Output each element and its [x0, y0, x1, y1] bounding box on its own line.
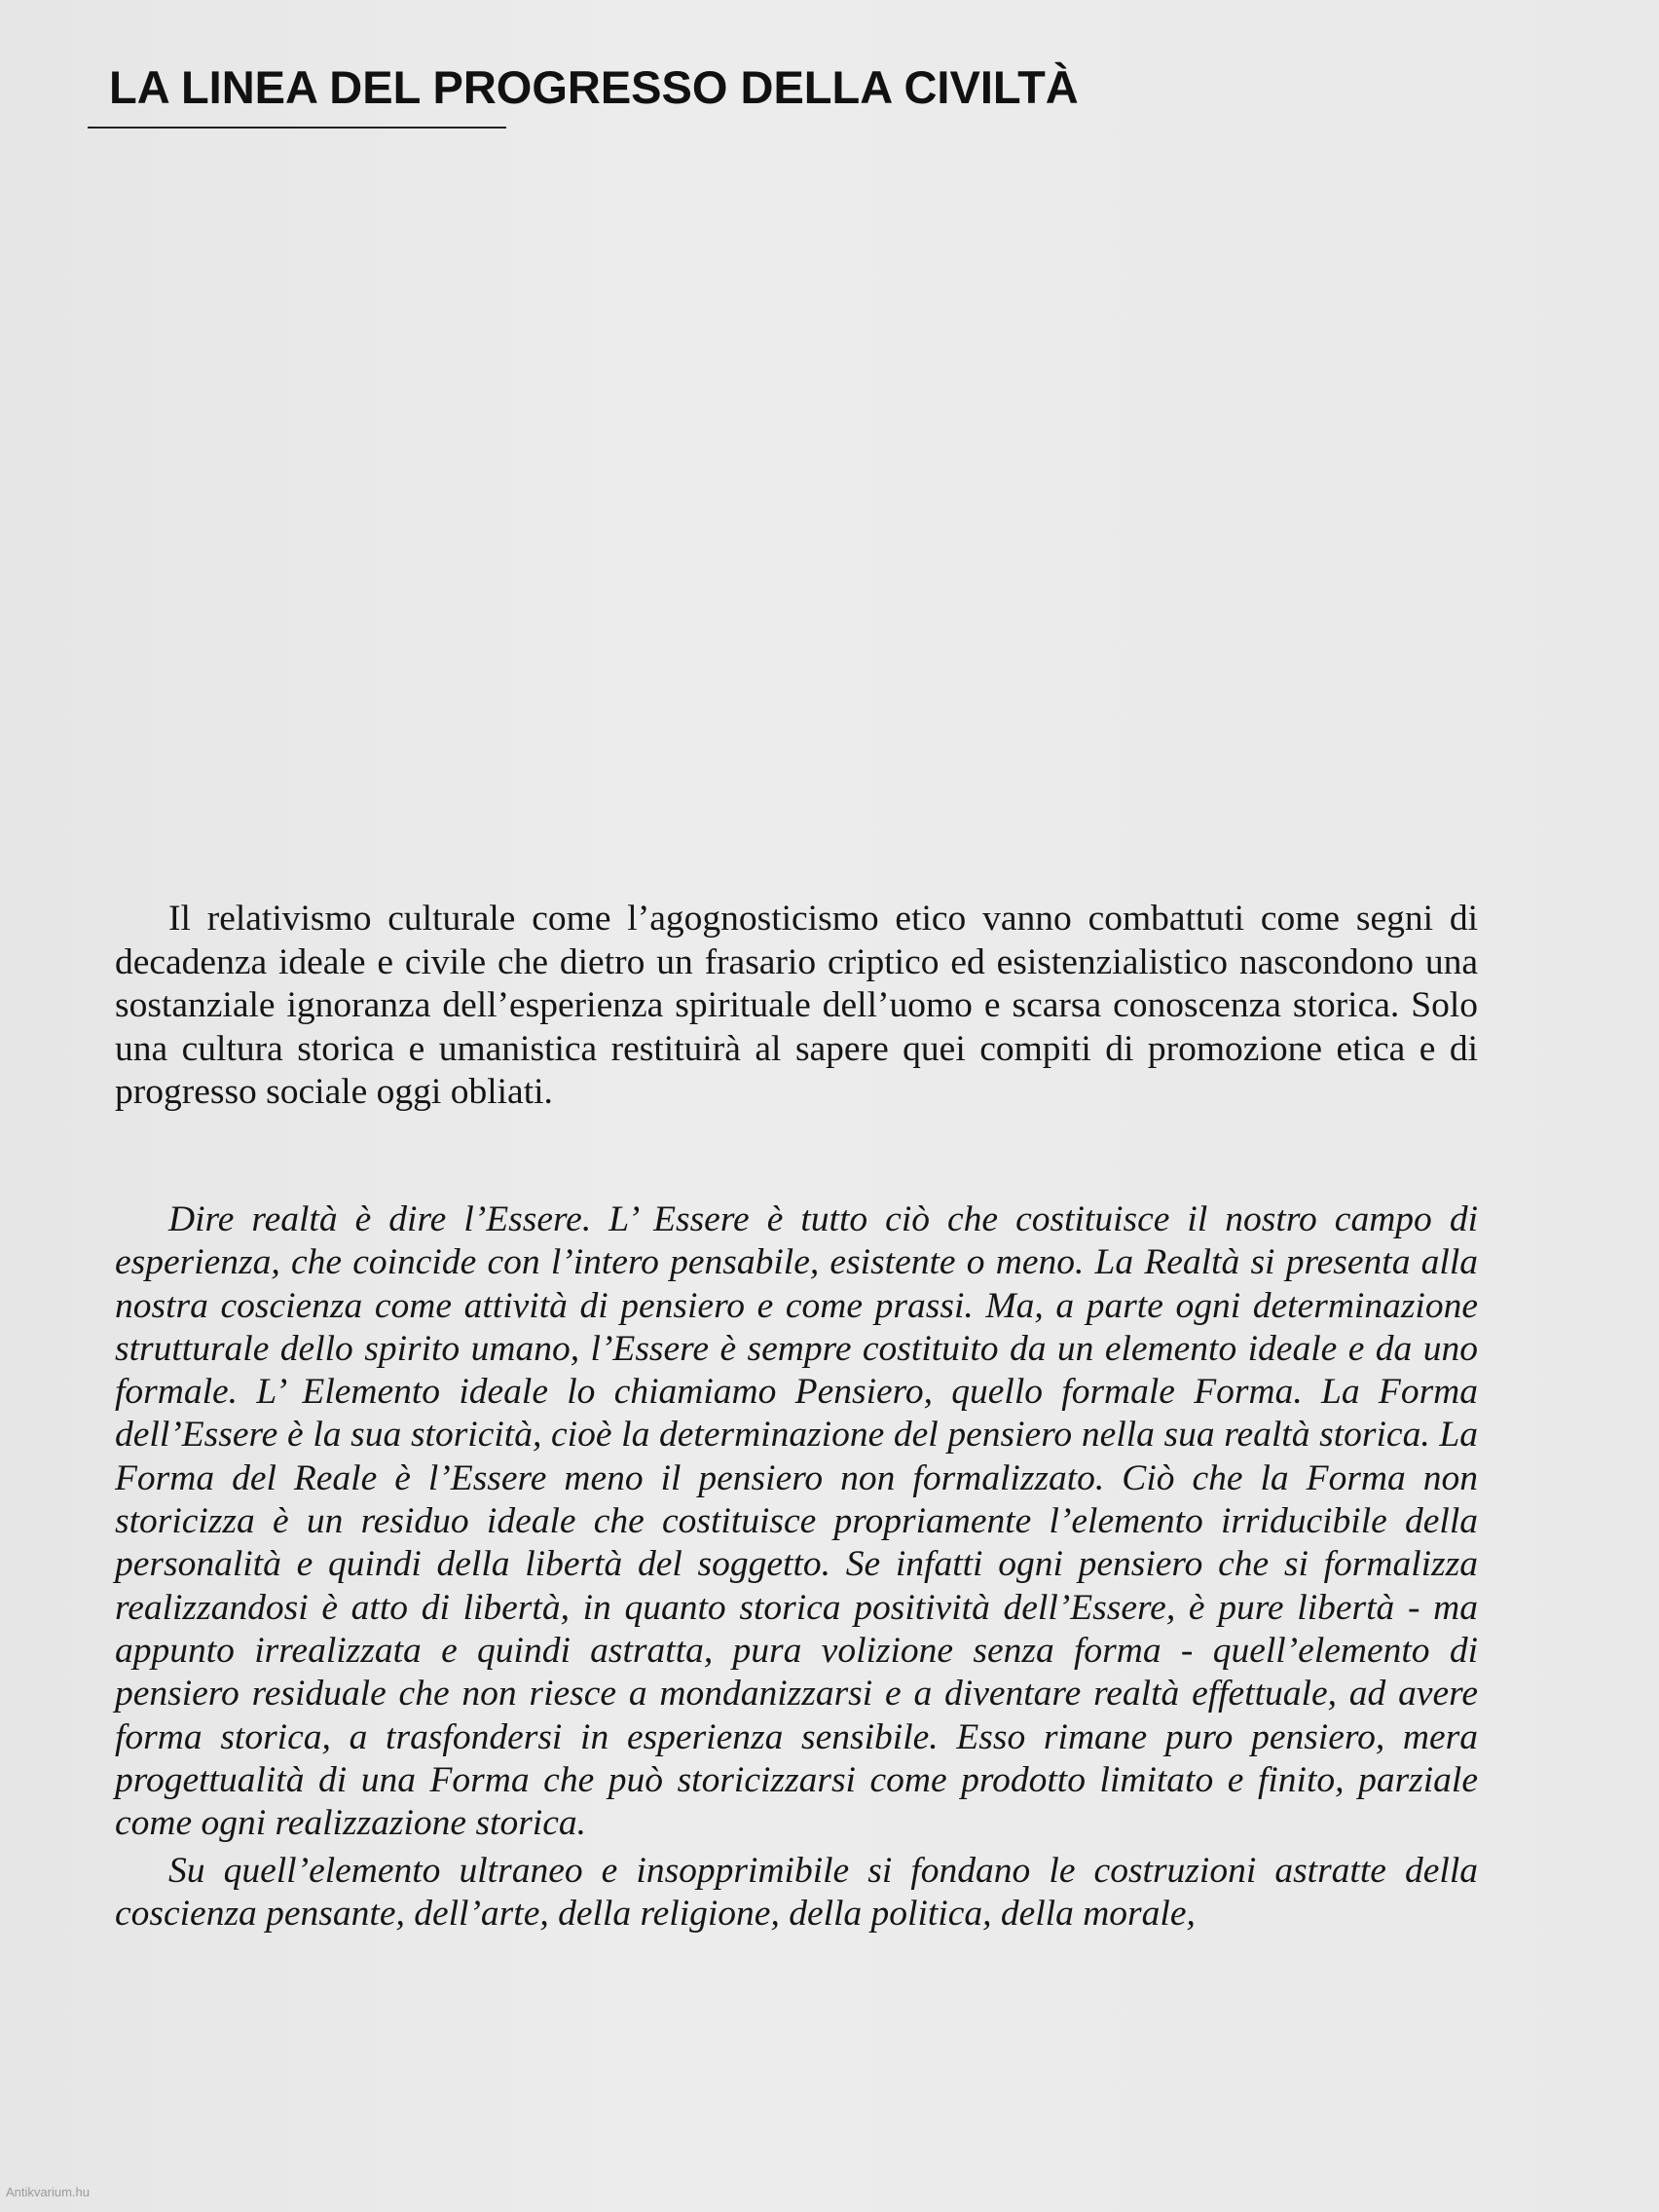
page-title: LA LINEA DEL PROGRESSO DELLA CIVILTÀ [109, 61, 1079, 113]
paragraph-reality-essere: Dire realtà è dire l’Essere. L’ Essere è tutto ciò che costituisce il nostro campo di esperienza, che coincide con l’intero pensabile, esistente o meno. La Realtà si presenta alla nostra coscienza come attività di pensiero e come prassi. Ma, a parte ogni determinazione strutturale dello spirito umano, l’Essere è sempre costituito da un elemento ideale e da uno formale. L’ Elemento ideale lo chiamiamo Pensiero, quello formale Forma. La Forma dell’Essere è la sua storicità, cioè la determinazione del pensiero nella sua realtà storica. La Forma del Reale è l’Essere meno il pensiero non formalizzato. Ciò che la Forma non storicizza è un residuo ideale che costituisce propriamente l’elemento irriducibile della personalità e quindi della libertà del soggetto. Se infatti ogni pensiero che si formalizza realizzandosi è atto di libertà, in quanto storica positività dell’Essere, è pure libertà - ma appunto irrealizzata e quindi astratta, pura volizione senza forma - quell’elemento di pensiero residuale che non riesce a mondanizzarsi e a diventare realtà effettuale, ad avere forma storica, a trasfondersi in esperienza sensibile. Esso rimane puro pensiero, mera progettualità di una Forma che può storicizzarsi come prodotto limitato e finito, parziale come ogni realizzazione storica. [115, 1199, 1478, 1844]
paragraph-relativism: Il relativismo culturale come l’agognosticismo etico vanno combattuti come segni di decadenza ideale e civile che dietro un frasario criptico ed esistenzialistico nascondono una sostanziale ignoranza dell’esperienza spirituale dell’uomo e scarsa conoscenza storica. Solo una cultura storica e umanistica restituirà al sapere quei compiti di promozione etica e di progresso sociale oggi obliati. [115, 899, 1478, 1112]
watermark-text: Antikvarium.hu [6, 2185, 90, 2199]
paragraph-ultraneous-element: Su quell’elemento ultraneo e insopprimibile si fondano le costruzioni astratte della coscienza pensante, dell’arte, della religione, della politica, della morale, [115, 1851, 1478, 1935]
title-underline [88, 127, 506, 129]
